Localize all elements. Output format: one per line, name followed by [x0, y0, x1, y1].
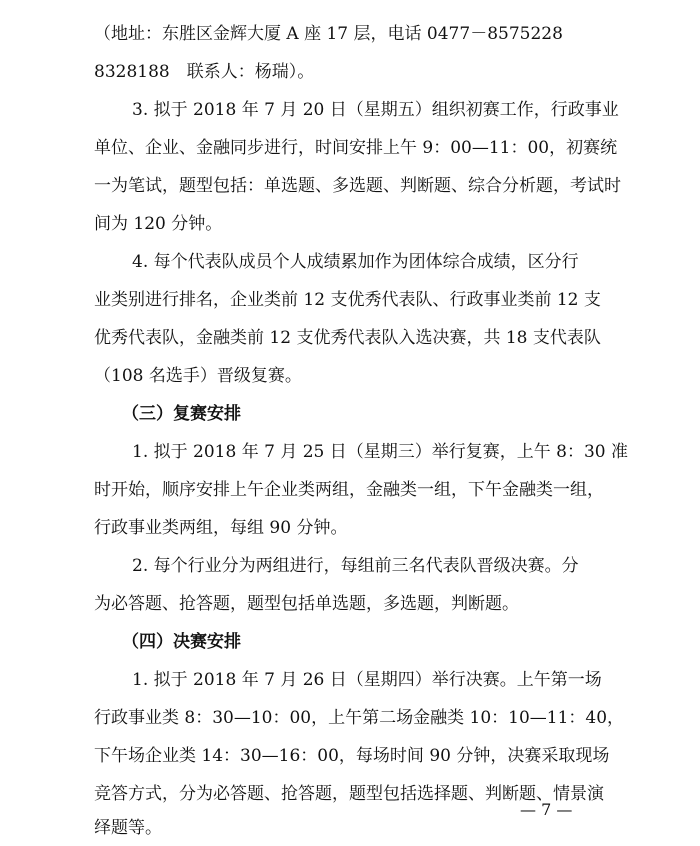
semifinal-paragraph-2-line-1: 2. 每个行业分为两组进行，每组前三名代表队晋级决赛。分 — [132, 556, 579, 576]
paragraph-3-line-2: 单位、企业、金融同步进行，时间安排上午 9：00—11：00，初赛统 — [94, 138, 618, 158]
paragraph-3-line-4: 间为 120 分钟。 — [94, 214, 223, 234]
paragraph-3-line-1: 3. 拟于 2018 年 7 月 20 日（星期五）组织初赛工作，行政事业 — [132, 100, 619, 120]
page-number: — 7 — — [520, 800, 573, 819]
semifinal-paragraph-1-line-2: 时开始，顺序安排上午企业类两组，金融类一组，下午金融类一组， — [94, 480, 604, 500]
final-paragraph-line-4: 竞答方式，分为必答题、抢答题，题型包括选择题、判断题、情景演 — [94, 784, 604, 804]
section-heading-semifinal: （三）复赛安排 — [122, 404, 241, 424]
final-paragraph-line-2: 行政事业类 8：30—10：00，上午第二场金融类 10：10—11：40， — [94, 708, 625, 728]
final-paragraph-line-3: 下午场企业类 14：30—16：00，每场时间 90 分钟，决赛采取现场 — [94, 746, 610, 766]
paragraph-3-line-3: 一为笔试，题型包括：单选题、多选题、判断题、综合分析题，考试时 — [94, 176, 621, 196]
semifinal-paragraph-2-line-2: 为必答题、抢答题，题型包括单选题，多选题，判断题。 — [94, 594, 519, 614]
final-paragraph-line-5: 绎题等。 — [94, 818, 162, 838]
paragraph-4-line-1: 4. 每个代表队成员个人成绩累加作为团体综合成绩，区分行 — [132, 252, 579, 272]
semifinal-paragraph-1-line-3: 行政事业类两组，每组 90 分钟。 — [94, 518, 348, 538]
semifinal-paragraph-1-line-1: 1. 拟于 2018 年 7 月 25 日（星期三）举行复赛，上午 8：30 准 — [132, 442, 629, 462]
section-heading-final: （四）决赛安排 — [122, 632, 241, 652]
paragraph-4-line-3: 优秀代表队，金融类前 12 支优秀代表队入选决赛，共 18 支代表队 — [94, 328, 601, 348]
text-line-address: （地址：东胜区金辉大厦 A 座 17 层，电话 0477－8575228 — [94, 24, 563, 44]
text-line-contact: 8328188 联系人：杨瑞）。 — [94, 62, 315, 82]
paragraph-4-line-4: （108 名选手）晋级复赛。 — [94, 366, 302, 386]
final-paragraph-line-1: 1. 拟于 2018 年 7 月 26 日（星期四）举行决赛。上午第一场 — [132, 670, 602, 690]
paragraph-4-line-2: 业类别进行排名，企业类前 12 支优秀代表队、行政事业类前 12 支 — [94, 290, 601, 310]
